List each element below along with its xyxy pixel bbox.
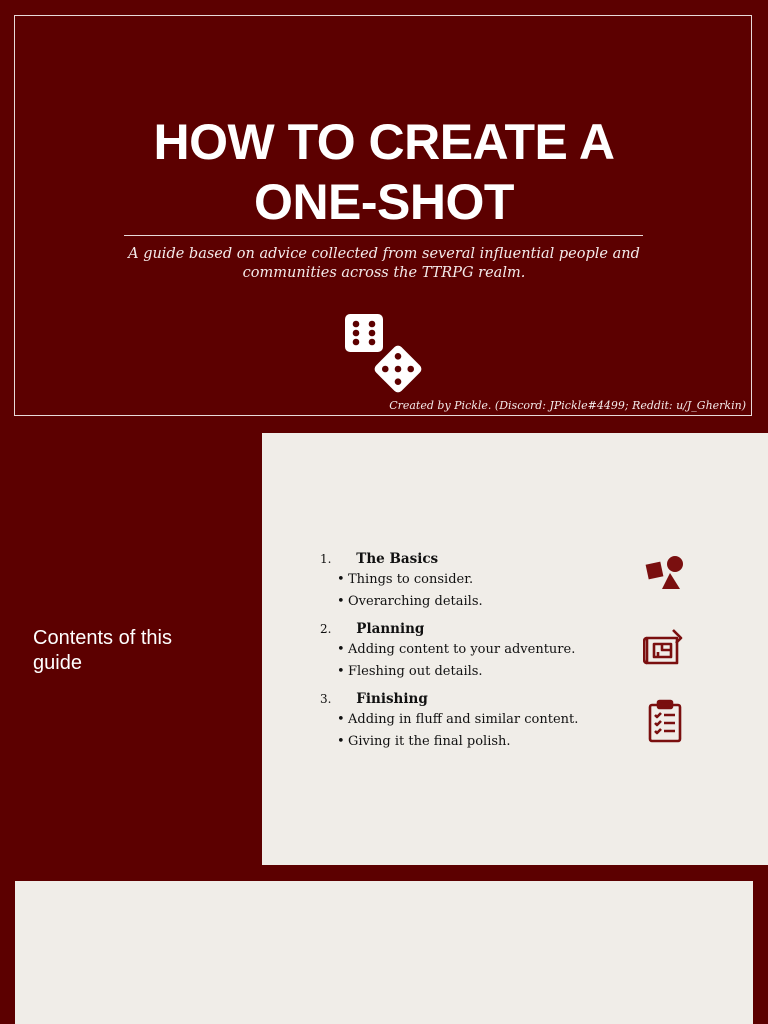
section-title: Finishing	[356, 691, 428, 707]
author-credit: Created by Pickle. (Discord: JPickle#4499; Reddit: u/J_Gherkin)	[389, 399, 746, 412]
contents-heading	[33, 626, 233, 676]
table-of-contents	[320, 550, 620, 760]
contents-sidebar	[0, 433, 262, 865]
title-slide	[0, 0, 768, 432]
blueprint-icon	[643, 626, 687, 670]
list-item: • Fleshing out details.	[320, 661, 620, 683]
page-title	[0, 112, 768, 232]
section-number: 2.	[320, 622, 332, 636]
next-slide	[15, 881, 753, 1024]
list-item: • Things to consider.	[320, 569, 620, 591]
section-heading	[320, 690, 620, 709]
clipboard-checklist-icon	[643, 699, 687, 743]
title-line-2: ONE-SHOT	[254, 174, 514, 230]
title-divider	[124, 235, 643, 236]
subtitle	[120, 245, 648, 283]
toc-section-basics	[320, 550, 620, 613]
list-item: • Adding content to your adventure.	[320, 639, 620, 661]
toc-section-finishing	[320, 690, 620, 753]
section-title: Planning	[356, 621, 425, 637]
section-number: 3.	[320, 692, 332, 706]
section-number: 1.	[320, 552, 332, 566]
subtitle-line-1: A guide based on advice collected from several influential people and	[128, 246, 640, 262]
list-item: • Overarching details.	[320, 591, 620, 613]
dice-icon	[340, 310, 430, 400]
shapes-icon	[643, 552, 687, 596]
list-item: • Giving it the final polish.	[320, 731, 620, 753]
contents-heading-line-2: guide	[33, 652, 82, 674]
contents-slide	[0, 433, 768, 865]
list-item: • Adding in fluff and similar content.	[320, 709, 620, 731]
subtitle-line-2: communities across the TTRPG realm.	[242, 265, 526, 281]
section-heading	[320, 550, 620, 569]
contents-heading-line-1: Contents of this	[33, 627, 172, 649]
section-title: The Basics	[356, 551, 439, 567]
section-heading	[320, 620, 620, 639]
toc-section-planning	[320, 620, 620, 683]
title-line-1: HOW TO CREATE A	[153, 114, 615, 170]
